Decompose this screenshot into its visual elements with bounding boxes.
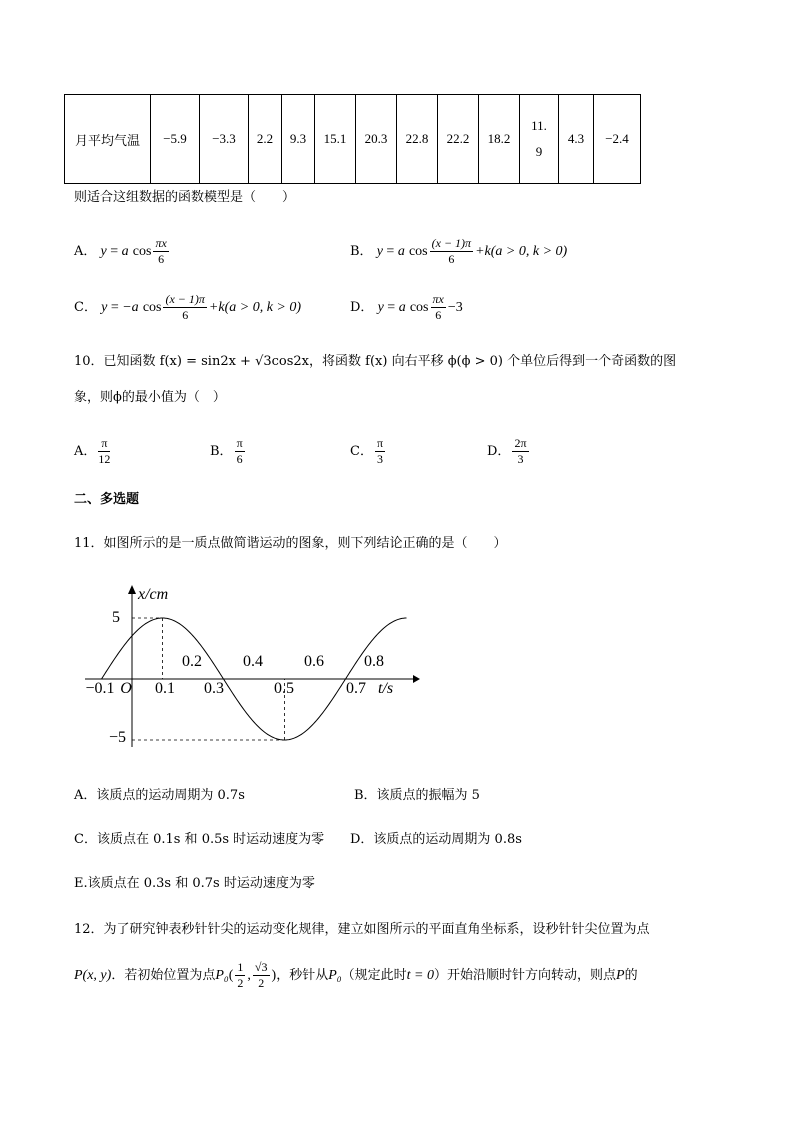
- q11-option-c: C．该质点在 0.1s 和 0.5s 时运动速度为零: [74, 832, 325, 847]
- frac-den: 6: [448, 252, 455, 266]
- cell-part: 11.: [531, 118, 547, 133]
- frac-den: 2: [237, 976, 244, 990]
- math-plus-k: +k: [208, 300, 225, 315]
- fraction: [512, 436, 528, 467]
- math-p0: P₀: [215, 968, 229, 983]
- fraction: [431, 292, 446, 323]
- text-run: ．若初始位置为点: [111, 968, 216, 983]
- fraction: [153, 236, 168, 267]
- x-tick-label: −0.1: [85, 680, 115, 697]
- text-run: ，秒针从: [276, 968, 329, 983]
- q11-option-b: B．该质点的振幅为 5: [354, 788, 480, 803]
- frac-den: 3: [376, 452, 383, 466]
- q11-prompt: 11．如图所示的是一质点做简谐运动的图象，则下列结论正确的是（ ）: [74, 536, 507, 551]
- frac-num: (x − 1)π: [431, 236, 472, 250]
- option-letter: D．: [350, 300, 374, 315]
- table-row: [65, 95, 641, 184]
- x-axis-label: t/s: [378, 680, 394, 697]
- x-tick-label: 0.3: [204, 680, 224, 697]
- table-cell: 2.2: [249, 95, 282, 184]
- x-tick-label: 0.2: [182, 653, 202, 670]
- math-y: y: [100, 244, 107, 259]
- table-cell: [520, 95, 559, 184]
- frac-den: 6: [236, 452, 243, 466]
- comma: ,: [247, 968, 251, 983]
- frac-den: 3: [517, 452, 524, 466]
- math-y: y: [376, 244, 383, 259]
- q10-stem-line1: 10．已知函数 f(x) = sin2x + √3cos2x，将函数 f(x) 向右平移 ϕ(ϕ > 0) 个单位后得到一个奇函数的图: [74, 354, 677, 369]
- q11-option-a: A．该质点的运动周期为 0.7s: [74, 788, 245, 803]
- option-letter: A．: [74, 244, 97, 259]
- q9-option-a: [74, 236, 171, 267]
- x-tick-label: 0.1: [155, 680, 175, 697]
- frac-num: √3: [254, 960, 268, 974]
- paren: ): [271, 968, 277, 983]
- fraction: [98, 436, 110, 467]
- table-cell: −2.4: [594, 95, 641, 184]
- math-p: P: [616, 968, 625, 983]
- table-cell: 9.3: [282, 95, 315, 184]
- frac-den: 2: [258, 976, 265, 990]
- frac-num: (x − 1)π: [165, 292, 205, 306]
- text-run: ）开始沿顺时针方向转动，则点: [433, 968, 616, 983]
- option-letter: A．: [74, 444, 97, 459]
- y-axis-label: x/cm: [138, 586, 169, 603]
- option-letter: C．: [74, 300, 97, 315]
- table-cell: 22.8: [397, 95, 438, 184]
- fraction: [430, 236, 473, 267]
- q9-option-d: [350, 292, 463, 323]
- x-tick-label: 0.5: [274, 680, 294, 697]
- frac-num: πx: [432, 292, 444, 306]
- math-a: a: [397, 244, 405, 259]
- y-axis-arrow: [128, 585, 136, 594]
- table-cell: 18.2: [479, 95, 520, 184]
- math-minus3: −3: [447, 300, 463, 315]
- fraction: [235, 960, 245, 991]
- q9-prompt: 则适合这组数据的函数模型是（ ）: [74, 190, 296, 205]
- math-eq: =: [106, 244, 122, 259]
- fraction: [235, 436, 245, 467]
- x-axis-arrow: [413, 675, 420, 683]
- origin-label: O: [120, 680, 132, 697]
- q9-option-b: [350, 236, 567, 267]
- q10-option-a: [74, 436, 112, 467]
- option-letter: D．: [487, 444, 511, 459]
- q12-stem-line1: 12．为了研究钟表秒针针尖的运动变化规律，建立如图所示的平面直角坐标系，设秒针针尖位置为点: [74, 922, 650, 937]
- frac-den: 6: [435, 308, 442, 322]
- q9-option-c: [74, 292, 301, 323]
- x-tick-label: 0.4: [243, 653, 263, 670]
- q10-option-b: [210, 436, 247, 467]
- frac-num: π: [376, 436, 384, 450]
- table-cell: −5.9: [151, 95, 200, 184]
- option-letter: B．: [210, 444, 233, 459]
- math-a: a: [398, 300, 406, 315]
- math-cos: cos: [142, 300, 162, 315]
- frac-num: 2π: [514, 436, 527, 450]
- q10-option-d: [487, 436, 531, 467]
- frac-num: πx: [155, 236, 167, 250]
- math-cos: cos: [408, 244, 428, 259]
- x-tick-label: 0.7: [346, 680, 366, 697]
- option-letter: B．: [350, 244, 373, 259]
- math-point-p: P(x, y): [74, 968, 112, 983]
- math-y: y: [101, 300, 108, 315]
- frac-num: 1: [237, 960, 244, 974]
- table-cell: 20.3: [356, 95, 397, 184]
- section-title: 二、多选题: [74, 492, 140, 507]
- math-plus-k: +k: [475, 244, 491, 259]
- frac-den: 6: [182, 308, 189, 322]
- fraction: [375, 436, 385, 467]
- math-t0: t = 0: [406, 968, 434, 983]
- q10-option-c: [350, 436, 387, 467]
- math-cos: cos: [409, 300, 429, 315]
- oscillation-graph: [80, 582, 420, 752]
- text-run: （规定此时: [341, 968, 407, 983]
- math-a: a: [121, 244, 129, 259]
- table-cell: −3.3: [200, 95, 249, 184]
- math-cond: (a > 0, k > 0): [490, 244, 568, 259]
- paren: (: [228, 968, 234, 983]
- text-run: 的: [624, 968, 638, 983]
- math-y: y: [377, 300, 384, 315]
- math-cond: (a > 0, k > 0): [224, 300, 302, 315]
- frac-num: π: [98, 436, 110, 452]
- table-cell: 4.3: [559, 95, 594, 184]
- math-cos: cos: [132, 244, 152, 259]
- y-tick-label: 5: [112, 609, 120, 626]
- x-tick-label: 0.8: [364, 653, 384, 670]
- table-cell: 22.2: [438, 95, 479, 184]
- q10-stem-line2: 象，则ϕ的最小值为（ ）: [74, 390, 226, 405]
- table-row-label: 月平均气温: [65, 95, 151, 184]
- math-eq: =: [383, 300, 399, 315]
- frac-den: 12: [98, 452, 111, 466]
- option-letter: C．: [350, 444, 373, 459]
- frac-den: 6: [158, 252, 165, 266]
- q12-stem-line2: [74, 958, 638, 994]
- q11-option-d: D．该质点的运动周期为 0.8s: [350, 832, 522, 847]
- fraction: [163, 292, 206, 323]
- fraction: [253, 960, 270, 991]
- temperature-table: [64, 94, 641, 184]
- math-neg-a: −a: [122, 300, 139, 315]
- cell-part: 9: [535, 144, 543, 159]
- table-cell: 15.1: [315, 95, 356, 184]
- x-tick-label: 0.6: [304, 653, 324, 670]
- math-eq: =: [107, 300, 123, 315]
- math-p0: P₀: [328, 968, 342, 983]
- q11-option-e: E.该质点在 0.3s 和 0.7s 时运动速度为零: [74, 876, 315, 891]
- math-eq: =: [382, 244, 398, 259]
- frac-num: π: [236, 436, 243, 450]
- y-tick-label: −5: [108, 729, 126, 746]
